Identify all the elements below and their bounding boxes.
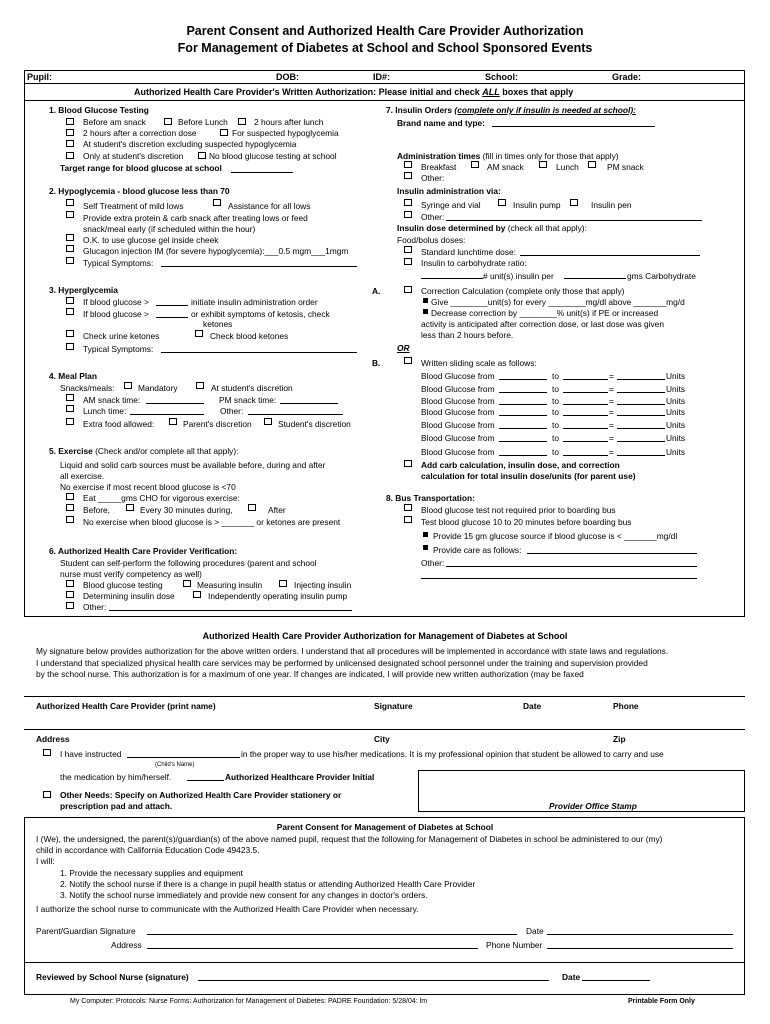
pupil-label: Pupil: xyxy=(27,72,52,82)
scale-from-field[interactable] xyxy=(499,392,547,393)
cb-standard-lunch[interactable] xyxy=(404,246,412,253)
nurse-signature-field[interactable] xyxy=(198,980,549,981)
form-title-line2: For Management of Diabetes at School and School Sponsored Events xyxy=(177,41,593,55)
dob-label: DOB: xyxy=(276,72,299,82)
scale-units-field[interactable] xyxy=(617,392,665,393)
footer-printable: Printable Form Only xyxy=(628,998,695,1005)
scale-units-field[interactable] xyxy=(617,441,665,442)
cb-typical-symptoms-high[interactable] xyxy=(66,343,74,350)
cb-urine-ketones[interactable] xyxy=(66,330,74,337)
cb-bg-testing[interactable] xyxy=(66,580,74,587)
cb-discretion-excluding[interactable] xyxy=(66,140,74,147)
scale-from-field[interactable] xyxy=(499,455,547,456)
cb-extra-food[interactable] xyxy=(66,418,74,425)
cb-syringe[interactable] xyxy=(404,199,412,206)
parent-date-field[interactable] xyxy=(547,934,733,935)
parent-heading: Parent Consent for Management of Diabetes at School xyxy=(276,822,494,832)
scale-to-field[interactable] xyxy=(563,428,608,429)
scale-to-field[interactable] xyxy=(563,455,608,456)
nurse-date-field[interactable] xyxy=(582,980,650,981)
cb-self-treatment[interactable] xyxy=(66,199,74,206)
cb-other-needs[interactable] xyxy=(43,791,51,798)
s2-heading: 2. Hypoglycemia - blood glucose less than 70 xyxy=(49,186,230,196)
cb-lunch-insulin[interactable] xyxy=(539,161,547,168)
cb-every-30[interactable] xyxy=(126,504,134,511)
cb-carb-ratio[interactable] xyxy=(404,258,412,265)
cb-if-bg-initiate[interactable] xyxy=(66,297,74,304)
scale-to-field[interactable] xyxy=(563,404,608,405)
s7-heading: 7. Insulin Orders (complete only if insulin is needed at school): xyxy=(386,105,636,115)
cb-other-procedure[interactable] xyxy=(66,602,74,609)
cb-after-exercise[interactable] xyxy=(248,504,256,511)
cb-blood-ketones[interactable] xyxy=(195,330,203,337)
scale-from-field[interactable] xyxy=(499,404,547,405)
cb-assistance[interactable] xyxy=(213,199,221,206)
cb-add-carb[interactable] xyxy=(404,460,412,467)
scale-units-field[interactable] xyxy=(617,404,665,405)
auth-heading: Authorized Health Care Provider Authorization for Management of Diabetes at School xyxy=(202,631,568,641)
cb-no-testing[interactable] xyxy=(198,152,206,159)
cb-before-exercise[interactable] xyxy=(66,504,74,511)
cb-no-exercise-when[interactable] xyxy=(66,516,74,523)
cb-other-via[interactable] xyxy=(404,211,412,218)
scale-from-field[interactable] xyxy=(499,415,547,416)
provider-authorization-header: Authorized Health Care Provider's Written Authorization: Please initial and check ALL boxes that apply xyxy=(134,87,574,97)
s5-heading: 5. Exercise (Check and/or complete all that apply): xyxy=(49,446,239,456)
provider-initial-field[interactable] xyxy=(187,780,224,781)
scale-to-field[interactable] xyxy=(563,379,608,380)
cb-eat-cho[interactable] xyxy=(66,493,74,500)
cb-sliding-scale[interactable] xyxy=(404,357,412,364)
cb-students-discretion[interactable] xyxy=(264,418,272,425)
or-label: OR xyxy=(397,343,410,353)
grade-label: Grade: xyxy=(612,72,642,82)
cb-suspected-hypo[interactable] xyxy=(220,129,228,136)
scale-units-field[interactable] xyxy=(617,428,665,429)
scale-to-field[interactable] xyxy=(563,392,608,393)
brand-field[interactable] xyxy=(492,126,655,127)
cb-typical-symptoms-low[interactable] xyxy=(66,257,74,264)
child-name-field[interactable] xyxy=(127,757,240,758)
cb-2h-after-correction[interactable] xyxy=(66,129,74,136)
scale-from-field[interactable] xyxy=(499,441,547,442)
target-range-field[interactable] xyxy=(231,172,293,173)
cb-instructed[interactable] xyxy=(43,749,51,756)
scale-to-field[interactable] xyxy=(563,441,608,442)
s1-heading: 1. Blood Glucose Testing xyxy=(49,105,149,115)
cb-am-snack-insulin[interactable] xyxy=(471,161,479,168)
cb-determining-dose[interactable] xyxy=(66,591,74,598)
cb-measuring-insulin[interactable] xyxy=(183,580,191,587)
school-label: School: xyxy=(485,72,518,82)
scale-to-field[interactable] xyxy=(563,415,608,416)
cb-bus-not-required[interactable] xyxy=(404,504,412,511)
scale-from-field[interactable] xyxy=(499,428,547,429)
footer-path: My Computer: Protocols: Nurse Forms: Authorization for Management of Diabetes: PADRE Foundation: 5/28/04: lm xyxy=(70,998,428,1005)
s8-heading: 8. Bus Transportation: xyxy=(386,493,475,503)
cb-injecting-insulin[interactable] xyxy=(279,580,287,587)
cb-am-snack-time[interactable] xyxy=(66,394,74,401)
form-title-line1: Parent Consent and Authorized Health Care Provider Authorization xyxy=(186,24,584,38)
cb-breakfast[interactable] xyxy=(404,161,412,168)
cb-before-am-snack[interactable] xyxy=(66,118,74,125)
cb-parents-discretion[interactable] xyxy=(169,418,177,425)
s4-heading: 4. Meal Plan xyxy=(49,371,97,381)
cb-extra-protein[interactable] xyxy=(66,211,74,218)
cb-lunch-time[interactable] xyxy=(66,405,74,412)
cb-2h-after-lunch[interactable] xyxy=(238,118,246,125)
scale-units-field[interactable] xyxy=(617,415,665,416)
parent-phone-field[interactable] xyxy=(547,948,733,949)
cb-mandatory[interactable] xyxy=(124,382,132,389)
cb-before-lunch[interactable] xyxy=(164,118,172,125)
cb-pen[interactable] xyxy=(570,199,578,206)
s3-heading: 3. Hyperglycemia xyxy=(49,285,118,295)
cb-glucagon[interactable] xyxy=(66,245,74,252)
parent-signature-field[interactable] xyxy=(147,934,517,935)
scale-units-field[interactable] xyxy=(617,455,665,456)
cb-other-time[interactable] xyxy=(404,172,412,179)
cb-bus-test[interactable] xyxy=(404,516,412,523)
scale-units-field[interactable] xyxy=(617,379,665,380)
cb-correction[interactable] xyxy=(404,286,412,293)
s6-heading: 6. Authorized Health Care Provider Verification: xyxy=(49,546,238,556)
cb-pump[interactable] xyxy=(498,199,506,206)
cb-only-discretion[interactable] xyxy=(66,152,74,159)
cb-independently-pump[interactable] xyxy=(193,591,201,598)
cb-ok-gel[interactable] xyxy=(66,234,74,241)
parent-address-field[interactable] xyxy=(147,948,478,949)
scale-from-field[interactable] xyxy=(499,379,547,380)
cb-if-bg-ketosis[interactable] xyxy=(66,308,74,315)
cb-pm-snack-insulin[interactable] xyxy=(588,161,596,168)
cb-at-discretion[interactable] xyxy=(196,382,204,389)
id-label: ID#: xyxy=(373,72,391,82)
